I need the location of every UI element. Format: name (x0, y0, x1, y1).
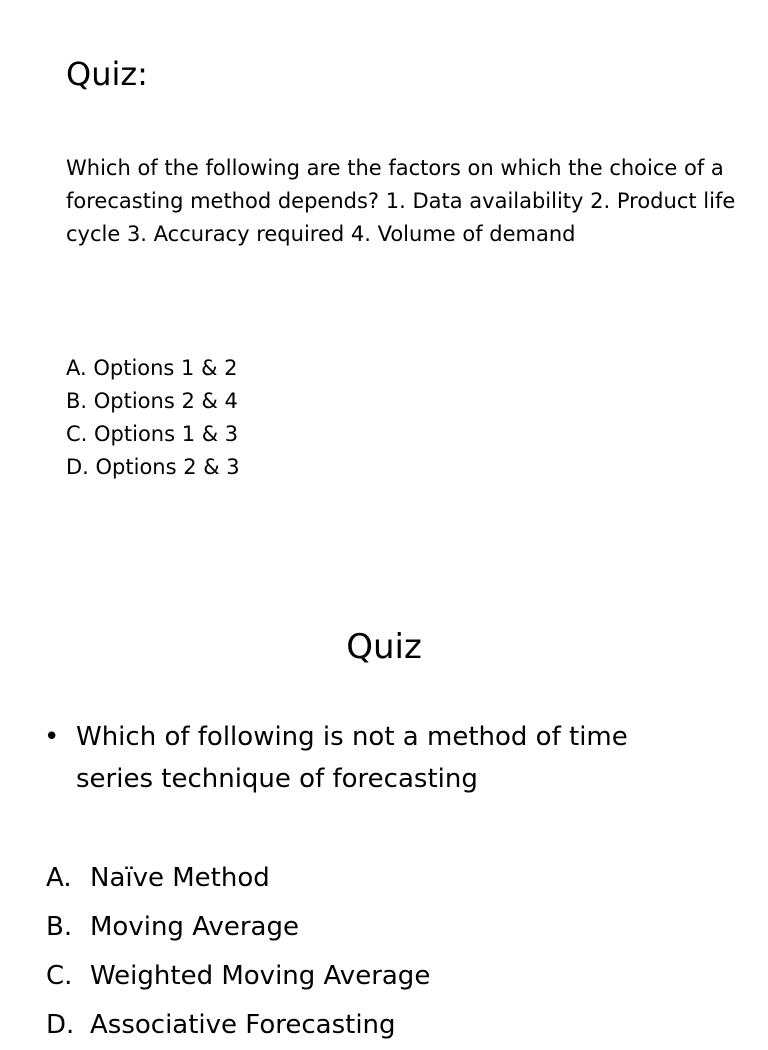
option-letter: B. (46, 912, 73, 942)
slide-1-option-c: C. Options 1 & 3 (66, 422, 239, 446)
slide-2-bullet-list (44, 716, 704, 800)
slide-2-question-item (44, 716, 704, 800)
slide-2-options-list (46, 854, 430, 1050)
slide-1-option-a: A. Options 1 & 2 (66, 356, 238, 380)
option-text: Naïve Method (90, 863, 270, 893)
slide-2-option-b (46, 903, 430, 952)
slide-2-option-c (46, 952, 430, 1001)
slide-1-option-d: D. Options 2 & 3 (66, 455, 240, 479)
option-text: Weighted Moving Average (90, 961, 431, 991)
slide-1-options-list (66, 352, 240, 484)
option-text: Associative Forecasting (90, 1010, 396, 1040)
option-text: Moving Average (90, 912, 299, 942)
option-letter: D. (46, 1010, 75, 1040)
slide-1-option-b: B. Options 2 & 4 (66, 389, 238, 413)
slide-2-title: Quiz (346, 627, 422, 667)
slide-1-title: Quiz: (66, 55, 148, 93)
slide-2-option-a (46, 854, 430, 903)
option-letter: A. (46, 863, 72, 893)
option-letter: C. (46, 961, 73, 991)
slide-2-option-d (46, 1001, 430, 1050)
slide-2 (0, 560, 768, 1040)
slide-2-question: Which of following is not a method of time series technique of forecasting (76, 722, 628, 794)
slide-1-question: Which of the following are the factors on which the choice of a forecasting method depends? 1. Data availability 2. Product life cycle 3. Accuracy required 4. Volume of demand (66, 156, 736, 246)
bullet-icon: • (44, 722, 60, 752)
